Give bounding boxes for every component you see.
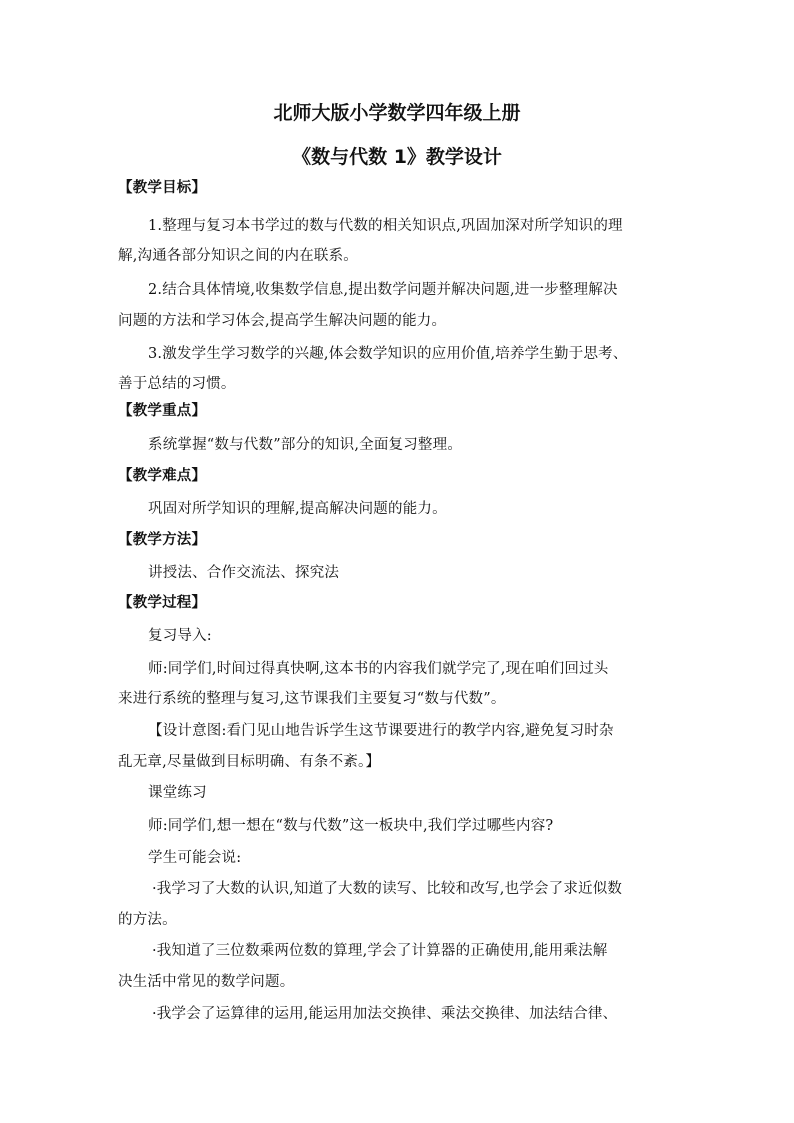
goal-2-line-1: 2.结合具体情境,收集数学信息,提出数学问题并解决问题,进一步整理解决 [148, 282, 618, 298]
students-may-say-label: 学生可能会说: [148, 850, 242, 866]
teacher-speech-1-line-1: 师:同学们,时间过得真快啊,这本书的内容我们就学完了,现在咱们回过头 [148, 661, 609, 677]
difficulties-text: 巩固对所学知识的理解,提高解决问题的能力。 [148, 501, 447, 517]
practice-label: 课堂练习 [148, 785, 207, 801]
goal-2-line-2: 问题的方法和学习体会,提高学生解决问题的能力。 [118, 313, 447, 329]
section-heading-key-points: 【教学重点】 [118, 403, 207, 419]
methods-text: 讲授法、合作交流法、探究法 [148, 565, 340, 581]
section-heading-goals: 【教学目标】 [118, 180, 207, 196]
teacher-speech-2: 师:同学们,想一想在“数与代数”这一板块中,我们学过哪些内容? [148, 818, 554, 834]
section-heading-methods: 【教学方法】 [118, 532, 207, 548]
goal-1-line-1: 1.整理与复习本书学过的数与代数的相关知识点,巩固加深对所学知识的理 [148, 218, 623, 234]
student-answer-2-line-1: ·我知道了三位数乘两位数的算理,学会了计算器的正确使用,能用乘法解 [152, 943, 608, 959]
goal-3-line-2: 善于总结的习惯。 [118, 376, 236, 392]
design-intent-line-2: 乱无章,尽量做到目标明确、有条不紊。】 [118, 754, 381, 770]
goal-3-line-1: 3.激发学生学习数学的兴趣,体会数学知识的应用价值,培养学生勤于思考、 [148, 346, 628, 362]
design-intent-line-1: 【设计意图:看门见山地告诉学生这节课要进行的教学内容,避免复习时杂 [148, 723, 614, 739]
teacher-speech-1-line-2: 来进行系统的整理与复习,这节课我们主要复习“数与代数”。 [118, 691, 506, 707]
document-title: 北师大版小学数学四年级上册 [273, 102, 521, 124]
review-intro-label: 复习导入: [148, 628, 212, 644]
key-points-text: 系统掌握“数与代数”部分的知识,全面复习整理。 [148, 437, 463, 453]
goal-1-line-2: 解,沟通各部分知识之间的内在联系。 [118, 248, 359, 264]
document-subtitle: 《数与代数 1》教学设计 [292, 146, 502, 168]
section-heading-difficulties: 【教学难点】 [118, 468, 207, 484]
student-answer-3-line-1: ·我学会了运算律的运用,能运用加法交换律、乘法交换律、加法结合律、 [152, 1006, 618, 1022]
student-answer-1-line-1: ·我学习了大数的认识,知道了大数的读写、比较和改写,也学会了求近似数 [152, 881, 623, 897]
section-heading-process: 【教学过程】 [118, 595, 207, 611]
student-answer-1-line-2: 的方法。 [118, 912, 177, 928]
student-answer-2-line-2: 决生活中常见的数学问题。 [118, 974, 295, 990]
